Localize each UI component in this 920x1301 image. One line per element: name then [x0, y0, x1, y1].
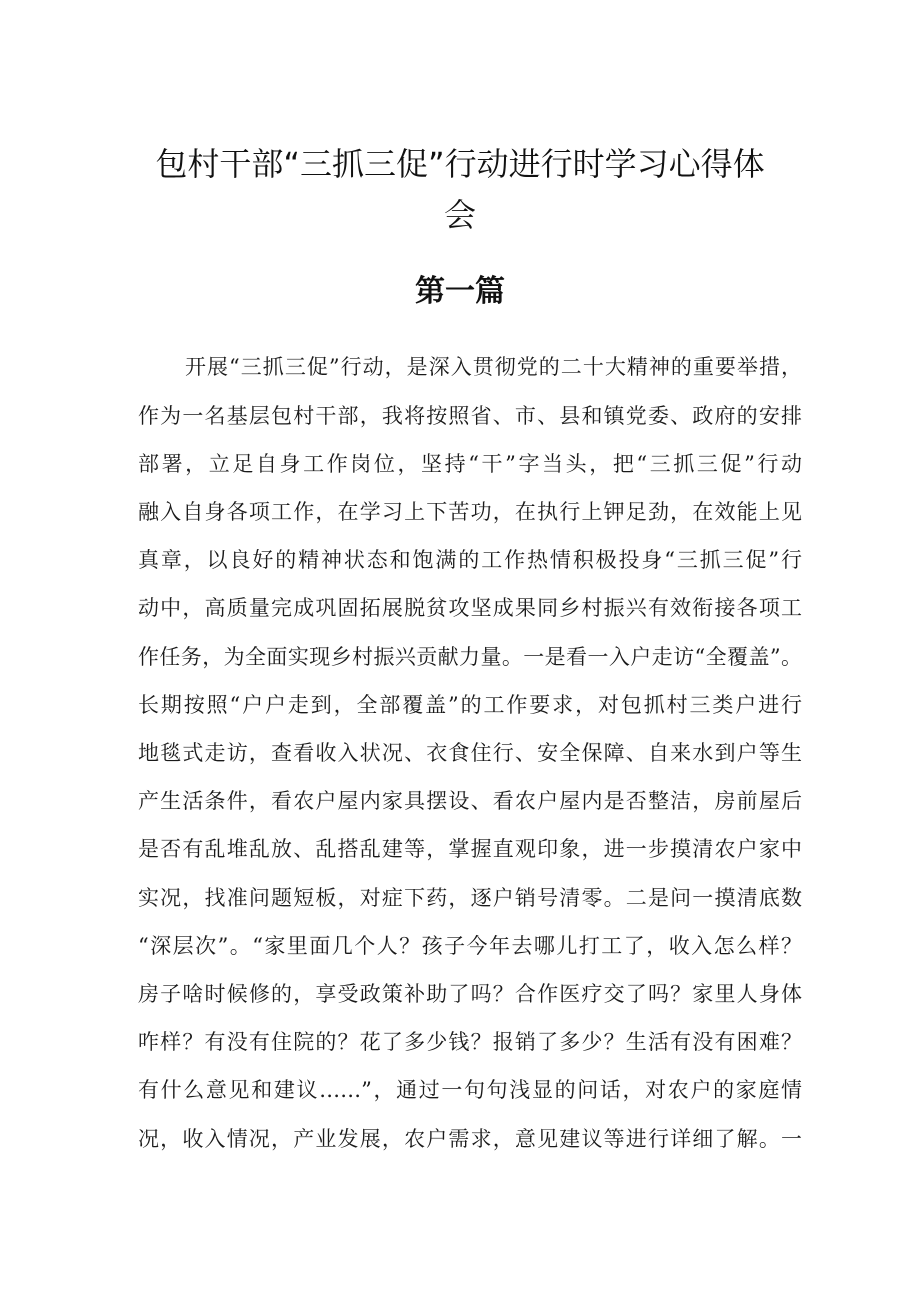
body-line-17: 况，收入情况，产业发展，农户需求，意见建议等进行详细了解。一	[138, 1127, 802, 1151]
body-line-8: 长期按照“户户走到，全部覆盖”的工作要求，对包抓村三类户进行	[138, 693, 802, 717]
body-line-13: “深层次”。“家里面几个人？孩子今年去哪儿打工了，收入怎么样？	[138, 934, 802, 958]
body-line-15: 咋样？有没有住院的？花了多少钱？报销了多少？生活有没有困难？	[138, 1030, 802, 1054]
body-line-7: 作任务，为全面实现乡村振兴贡献力量。一是看一入户走访“全覆盖”。	[138, 645, 802, 669]
document-title-line-1: 包村干部“三抓三促”行动进行时学习心得体	[155, 145, 765, 183]
section-heading: 第一篇	[415, 274, 505, 309]
body-line-14: 房子啥时候修的，享受政策补助了吗？合作医疗交了吗？家里人身体	[138, 982, 802, 1006]
body-line-16: 有什么意见和建议……”，通过一句句浅显的问话，对农户的家庭情	[138, 1078, 802, 1102]
body-line-12: 实况，找准问题短板，对症下药，逐户销号清零。二是问一摸清底数	[138, 886, 802, 910]
body-line-4: 融入自身各项工作，在学习上下苦功，在执行上钾足劲，在效能上见	[138, 500, 802, 524]
body-line-1: 开展“三抓三促”行动，是深入贯彻党的二十大精神的重要举措，	[185, 355, 802, 379]
body-line-5: 真章，以良好的精神状态和饱满的工作热情积极投身“三抓三促”行	[138, 548, 802, 572]
body-line-3: 部署，立足自身工作岗位，坚持“干”字当头，把“三抓三促”行动	[138, 452, 802, 476]
document-title-line-2: 会	[443, 196, 476, 234]
body-line-6: 动中，高质量完成巩固拓展脱贫攻坚成果同乡村振兴有效衔接各项工	[138, 596, 802, 620]
body-line-10: 产生活条件，看农户屋内家具摆设、看农户屋内是否整洁，房前屋后	[138, 789, 802, 813]
body-line-9: 地毯式走访，查看收入状况、衣食住行、安全保障、自来水到户等生	[138, 741, 802, 765]
body-line-11: 是否有乱堆乱放、乱搭乱建等，掌握直观印象，进一步摸清农户家中	[138, 837, 802, 861]
body-line-2: 作为一名基层包村干部，我将按照省、市、县和镇党委、政府的安排	[138, 404, 802, 428]
